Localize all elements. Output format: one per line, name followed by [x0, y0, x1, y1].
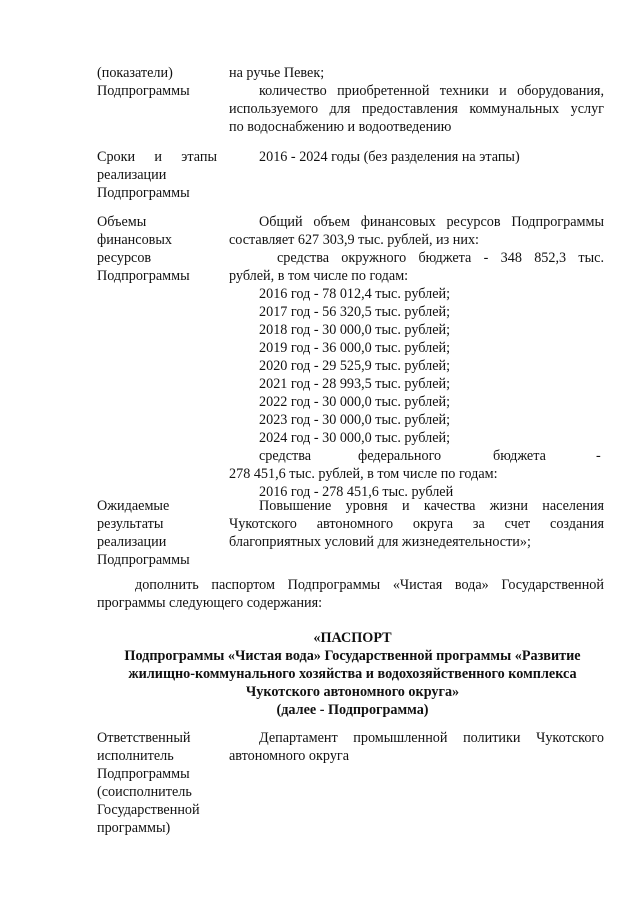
- district-year-line: 2023 год - 30 000,0 тыс. рублей;: [259, 412, 451, 428]
- indicators-text-line: количество приобретенной техники и оборудования,: [259, 83, 604, 99]
- federal-year-line: 2016 год - 278 451,6 тыс. рублей: [259, 484, 454, 500]
- results-label: результаты: [97, 516, 164, 532]
- district-year-line: 2019 год - 36 000,0 тыс. рублей;: [259, 340, 451, 356]
- finance-intro-line: Общий объем финансовых ресурсов Подпрограммы: [259, 214, 604, 230]
- finance-intro-line: составляет 627 303,9 тыс. рублей, из них:: [229, 232, 479, 248]
- federal-line: 278 451,6 тыс. рублей, в том числе по годам:: [229, 466, 498, 482]
- executor-label: (соисполнитель: [97, 784, 192, 800]
- indicators-text-line: используемого для предоставления коммунальных услуг: [229, 101, 604, 117]
- passport-title-line: Чукотского автономного округа»: [245, 684, 460, 700]
- results-label: Подпрограммы: [97, 552, 190, 568]
- finance-label: финансовых: [97, 232, 172, 248]
- terms-label: реализации: [97, 167, 167, 183]
- federal-word: федерального: [358, 448, 442, 464]
- executor-label: Ответственный: [97, 730, 191, 746]
- passport-title-line: жилищно-коммунального хозяйства и водохозяйственного комплекса: [128, 666, 577, 682]
- district-year-line: 2020 год - 29 525,9 тыс. рублей;: [259, 358, 451, 374]
- indicators-text-line: по водоснабжению и водоотведению: [229, 119, 452, 135]
- finance-label: Объемы: [97, 214, 147, 230]
- terms-label: Сроки и этапы: [97, 149, 217, 165]
- district-year-line: 2016 год - 78 012,4 тыс. рублей;: [259, 286, 451, 302]
- terms-label: Подпрограммы: [97, 185, 190, 201]
- executor-text-line: автономного округа: [229, 748, 350, 764]
- finance-label: Подпрограммы: [97, 268, 190, 284]
- indicators-text-line: на ручье Певек;: [229, 65, 325, 81]
- amend-line: дополнить паспортом Подпрограммы «Чистая вода» Государственной: [135, 577, 604, 593]
- district-year-line: 2022 год - 30 000,0 тыс. рублей;: [259, 394, 451, 410]
- federal-word: бюджета: [493, 448, 546, 464]
- passport-heading: «ПАСПОРТ: [313, 630, 392, 646]
- finance-intro-line: средства окружного бюджета - 348 852,3 тыс.: [277, 250, 604, 266]
- federal-word: -: [596, 448, 601, 464]
- district-year-line: 2024 год - 30 000,0 тыс. рублей;: [259, 430, 451, 446]
- terms-text: 2016 - 2024 годы (без разделения на этапы): [259, 149, 520, 165]
- passport-title-line: Подпрограммы «Чистая вода» Государственной программы «Развитие: [124, 648, 581, 664]
- executor-label: исполнитель: [97, 748, 174, 764]
- results-label: Ожидаемые: [97, 498, 170, 514]
- results-label: реализации: [97, 534, 167, 550]
- executor-text-line: Департамент промышленной политики Чукотского: [259, 730, 604, 746]
- results-text-line: благоприятных условий для жизнедеятельности»;: [229, 534, 531, 550]
- executor-label: Подпрограммы: [97, 766, 190, 782]
- executor-label: программы): [97, 820, 171, 836]
- district-year-line: 2021 год - 28 993,5 тыс. рублей;: [259, 376, 451, 392]
- district-year-line: 2017 год - 56 320,5 тыс. рублей;: [259, 304, 451, 320]
- results-text-line: Повышение уровня и качества жизни населения: [259, 498, 604, 514]
- district-year-line: 2018 год - 30 000,0 тыс. рублей;: [259, 322, 451, 338]
- results-text-line: Чукотского автономного округа за счет создания: [229, 516, 604, 532]
- passport-title-line: (далее - Подпрограмма): [276, 702, 429, 718]
- executor-label: Государственной: [97, 802, 200, 818]
- indicators-label-tail: (показатели): [97, 65, 173, 81]
- finance-intro-line: рублей, в том числе по годам:: [229, 268, 409, 284]
- indicators-label-sub: Подпрограммы: [97, 83, 190, 99]
- federal-word: средства: [259, 448, 312, 464]
- finance-label: ресурсов: [97, 250, 152, 266]
- amend-line: программы следующего содержания:: [97, 595, 323, 611]
